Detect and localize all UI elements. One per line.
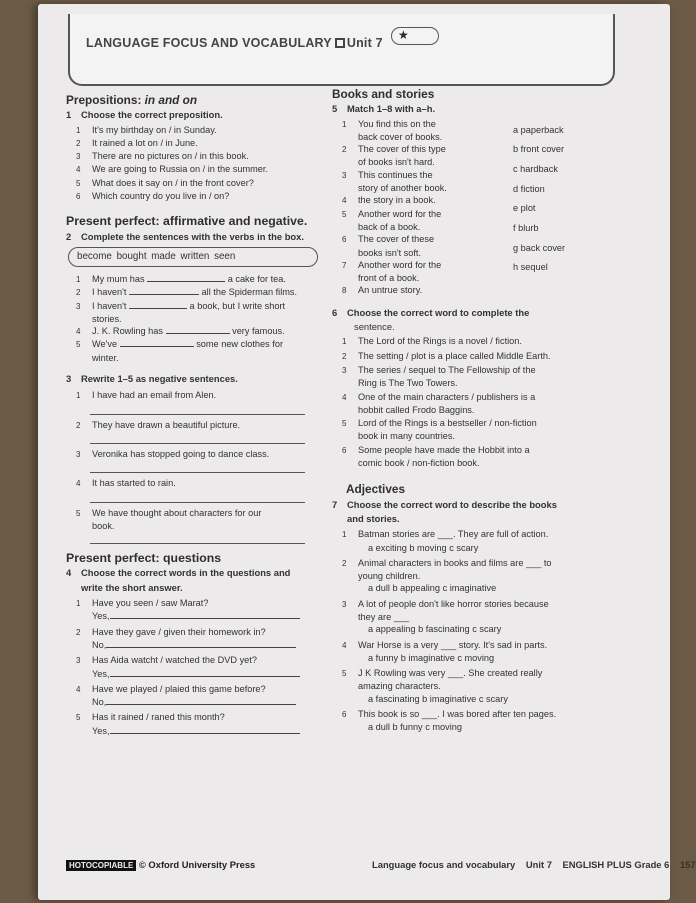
match-item xyxy=(332,118,507,131)
item-number: 5 xyxy=(76,340,81,350)
option-letter: f xyxy=(513,223,519,234)
item-continuation: stories. xyxy=(92,313,122,324)
item-number: 4 xyxy=(76,165,81,175)
match-option xyxy=(513,242,617,254)
star-badge xyxy=(391,27,439,45)
match-item xyxy=(332,169,507,182)
list-item xyxy=(66,273,334,286)
list-item xyxy=(332,708,652,721)
item-number: 6 xyxy=(342,445,347,455)
item-text: We are going to Russia on / in the summer. xyxy=(92,164,269,175)
option-letter: a xyxy=(513,124,521,135)
option-text: sequel xyxy=(520,262,548,273)
item-text: Lord of the Rings is a bestseller / non-fiction xyxy=(358,418,537,429)
option-letter: g xyxy=(513,242,521,253)
item-number: 3 xyxy=(342,365,347,375)
list-item xyxy=(66,325,334,338)
item-number: 3 xyxy=(76,152,81,162)
worksheet-page xyxy=(38,4,696,900)
item-text: It's my birthday on / in Sunday. xyxy=(92,124,217,135)
exercise-3-list xyxy=(66,389,334,544)
list-item xyxy=(332,639,652,652)
item-number: 4 xyxy=(342,640,347,650)
prepositions-heading: Prepositions: in and on xyxy=(66,93,198,107)
item-text: some new clothes for xyxy=(193,339,284,350)
answer-line xyxy=(90,491,305,503)
item-number: 8 xyxy=(342,286,347,296)
item-number: 2 xyxy=(342,351,347,361)
photocopiable-label: HOTOCOPIABLE xyxy=(66,860,136,871)
item-number: 3 xyxy=(76,301,81,311)
item-text: The series / sequel to The Fellowship of the xyxy=(358,364,536,375)
item-number: 5 xyxy=(76,508,81,518)
page-number: 157 xyxy=(679,859,696,870)
item-number: 6 xyxy=(342,235,347,245)
item-continuation: amazing characters. xyxy=(358,681,441,692)
exercise-4-instruction-cont: write the short answer. xyxy=(81,581,183,593)
item-number: 2 xyxy=(76,420,81,430)
answer-prefix: Yes, xyxy=(92,725,110,736)
item-number: 3 xyxy=(76,449,81,459)
exercise-6-list xyxy=(332,335,652,469)
footer-unit: Unit 7 xyxy=(525,859,552,870)
item-text: My mum has xyxy=(92,273,148,284)
list-item xyxy=(332,667,652,680)
option-letter: d xyxy=(513,183,521,194)
item-number: 2 xyxy=(342,558,347,568)
item-number: 5 xyxy=(76,178,81,188)
answer-options: a funny b imaginative c moving xyxy=(368,652,495,663)
item-number: 4 xyxy=(76,327,81,337)
item-continuation: front of a book. xyxy=(358,273,420,284)
item-number: 2 xyxy=(76,627,81,637)
answer-options: a dull b appealing c imaginative xyxy=(368,583,497,594)
exercise-3-instruction: 3 Rewrite 1–5 as negative sentences. xyxy=(66,373,238,385)
answer-blank xyxy=(106,697,296,705)
exercise-7-list xyxy=(332,528,652,733)
footer-right xyxy=(372,859,696,870)
item-text: very famous. xyxy=(229,326,285,337)
item-text: the story in a book. xyxy=(358,195,436,206)
item-number: 1 xyxy=(342,530,347,540)
item-number: 4 xyxy=(76,684,81,694)
page-title xyxy=(86,36,383,50)
match-option xyxy=(513,261,617,273)
item-number: 1 xyxy=(342,119,347,129)
item-text: J. K. Rowling has xyxy=(92,326,166,337)
item-number: 2 xyxy=(76,138,81,148)
item-continuation: comic book / non-fiction book. xyxy=(358,458,480,469)
exercise-5-instruction: 5 Match 1–8 with a–h. xyxy=(332,103,436,115)
answer-prefix: No, xyxy=(92,697,107,708)
item-continuation: story of another book. xyxy=(358,183,447,194)
list-item xyxy=(66,597,334,610)
option-text: back cover xyxy=(520,242,566,253)
item-number: 2 xyxy=(76,288,81,298)
unit-label: Unit 7 xyxy=(346,36,383,50)
answer-prefix: No, xyxy=(92,639,107,650)
item-number: 1 xyxy=(342,337,347,347)
adjectives-heading: Adjectives xyxy=(346,482,406,497)
exercise-6-instruction-cont: sentence. xyxy=(354,321,395,333)
item-text: It rained a lot on / in June. xyxy=(92,137,198,148)
exercise-5-match xyxy=(332,118,652,298)
exercise-2-list xyxy=(66,273,334,364)
answer-options: a fascinating b imaginative c scary xyxy=(368,693,508,704)
match-item xyxy=(332,194,507,207)
footer-course: ENGLISH PLUS Grade 6 xyxy=(562,859,670,870)
option-letter: e xyxy=(513,203,521,214)
question-text: Have they gave / given their homework in? xyxy=(92,626,266,637)
star-icon: ★ xyxy=(398,28,409,42)
option-text: blurb xyxy=(518,223,539,234)
right-column xyxy=(332,82,652,734)
header-frame xyxy=(68,14,615,86)
footer-section: Language focus and vocabulary xyxy=(372,859,516,870)
item-number: 3 xyxy=(342,170,347,180)
answer-blank xyxy=(129,287,199,295)
item-text: War Horse is a very ___ story. It's sad in parts. xyxy=(358,639,548,650)
list-item xyxy=(66,654,334,667)
answer-options: a appealing b fascinating c scary xyxy=(368,624,502,635)
answer-line xyxy=(90,532,305,544)
list-item xyxy=(332,350,652,363)
answer-blank xyxy=(129,301,187,309)
perfect-questions-heading: Present perfect: questions xyxy=(66,551,222,566)
item-text: Some people have made the Hobbit into a xyxy=(358,444,530,455)
answer-line xyxy=(90,403,305,415)
list-item xyxy=(66,448,334,461)
item-text: A lot of people don't like horror stories because xyxy=(358,598,549,609)
item-number: 2 xyxy=(342,145,347,155)
item-text: J K Rowling was very ___. She created really xyxy=(358,668,543,679)
match-option xyxy=(513,124,617,136)
item-number: 5 xyxy=(76,713,81,723)
answer-blank xyxy=(110,611,300,619)
match-item xyxy=(332,143,507,156)
item-number: 4 xyxy=(76,479,81,489)
item-text: I haven't xyxy=(92,287,129,298)
item-continuation: back of a book. xyxy=(358,221,421,232)
item-number: 4 xyxy=(342,392,347,402)
exercise-1-instruction: 1 Choose the correct preposition. xyxy=(66,109,223,121)
list-item xyxy=(332,364,652,377)
list-item xyxy=(332,557,652,570)
list-item xyxy=(332,444,652,457)
exercise-2-instruction: 2 Complete the sentences with the verbs in the box. xyxy=(66,230,304,242)
list-item xyxy=(332,391,652,404)
item-continuation: book in many countries. xyxy=(358,431,456,442)
item-number: 3 xyxy=(342,599,347,609)
perfect-affirmative-heading: Present perfect: affirmative and negative. xyxy=(66,214,308,229)
list-item xyxy=(66,507,334,520)
option-text: paperback xyxy=(520,124,564,135)
item-number: 1 xyxy=(76,274,81,284)
list-item xyxy=(66,286,334,299)
option-letter: c xyxy=(513,163,521,174)
item-text: What does it say on / in the front cover? xyxy=(92,177,254,188)
item-text: Veronika has stopped going to dance class. xyxy=(92,448,270,459)
item-number: 3 xyxy=(76,656,81,666)
item-text: The setting / plot is a place called Middle Earth. xyxy=(358,350,551,361)
item-continuation: of books isn't hard. xyxy=(358,157,435,168)
item-text: The cover of this type xyxy=(358,144,446,155)
question-text: Has it rained / raned this month? xyxy=(92,712,225,723)
match-option xyxy=(513,202,617,214)
list-item xyxy=(66,163,334,176)
list-item xyxy=(66,190,334,203)
answer-blank xyxy=(110,726,300,734)
item-text: I have had an email from Alen. xyxy=(92,390,217,401)
list-item xyxy=(66,389,334,402)
item-continuation: books isn't soft. xyxy=(358,247,422,258)
answer-blank xyxy=(147,274,225,282)
item-text: The Lord of the Rings is a novel / fiction. xyxy=(358,336,522,347)
item-text: The cover of these xyxy=(358,234,435,245)
list-item xyxy=(66,711,334,724)
item-text: One of the main characters / publishers is a xyxy=(358,391,536,402)
item-number: 1 xyxy=(76,391,81,401)
item-continuation: book. xyxy=(92,520,115,531)
answer-line xyxy=(90,432,305,444)
option-text: fiction xyxy=(520,183,545,194)
title-text: LANGUAGE FOCUS AND VOCABULARY xyxy=(86,36,332,50)
exercise-1-list xyxy=(66,124,334,204)
item-number: 6 xyxy=(342,710,347,720)
item-number: 1 xyxy=(76,599,81,609)
item-number: 1 xyxy=(76,125,81,135)
item-text: This continues the xyxy=(358,169,433,180)
list-item xyxy=(66,683,334,696)
short-answer xyxy=(66,668,334,680)
answer-prefix: Yes, xyxy=(92,668,110,679)
footer-left xyxy=(66,859,255,870)
answer-blank xyxy=(110,669,300,677)
list-item xyxy=(332,335,652,348)
question-text: Have you seen / saw Marat? xyxy=(92,598,209,609)
item-continuation: winter. xyxy=(92,352,119,363)
item-text: Another word for the xyxy=(358,208,442,219)
exercise-7-instruction-cont: and stories. xyxy=(347,512,400,524)
match-item xyxy=(332,284,507,297)
option-letter: b xyxy=(513,144,521,155)
item-number: 5 xyxy=(342,419,347,429)
exercise-7-instruction: 7 Choose the correct word to describe the books xyxy=(332,498,557,510)
answer-blank xyxy=(166,326,230,334)
match-right-list xyxy=(507,118,617,298)
exercise-6-instruction: 6 Choose the correct word to complete the xyxy=(332,306,530,318)
item-continuation: Ring is The Two Towers. xyxy=(358,378,458,389)
item-continuation: back cover of books. xyxy=(358,131,443,142)
item-continuation: young children. xyxy=(358,571,421,582)
match-item xyxy=(332,259,507,272)
answer-line xyxy=(90,461,305,473)
question-text: Have we played / plaied this game before? xyxy=(92,683,266,694)
item-number: 5 xyxy=(342,209,347,219)
item-text: a book, but I write short xyxy=(187,300,286,311)
short-answer xyxy=(66,639,334,651)
item-text: a cake for tea. xyxy=(225,273,286,284)
item-text: Animal characters in books and films are ___ to xyxy=(358,557,552,568)
item-text: Which country do you live in / on? xyxy=(92,191,230,202)
list-item xyxy=(66,137,334,150)
list-item xyxy=(66,177,334,190)
item-text: Another word for the xyxy=(358,259,442,270)
list-item xyxy=(332,528,652,541)
item-text: We've xyxy=(92,339,120,350)
item-text: It has started to rain. xyxy=(92,478,176,489)
short-answer xyxy=(66,725,334,737)
left-column xyxy=(66,88,334,737)
match-option xyxy=(513,143,617,155)
item-text: Batman stories are ___. They are full of action. xyxy=(358,529,549,540)
answer-blank xyxy=(106,640,296,648)
list-item xyxy=(66,338,334,351)
verb-word-box: become bought made written seen xyxy=(68,247,318,267)
answer-blank xyxy=(120,339,194,347)
option-text: front cover xyxy=(520,144,565,155)
answer-options: a dull b funny c moving xyxy=(368,722,462,733)
item-text: We have thought about characters for our xyxy=(92,507,262,518)
match-option xyxy=(513,222,617,234)
answer-options: a exciting b moving c scary xyxy=(368,542,479,553)
item-text: They have drawn a beautiful picture. xyxy=(92,419,241,430)
exercise-4-list xyxy=(66,597,334,737)
answer-prefix: Yes, xyxy=(92,611,110,622)
list-item xyxy=(66,419,334,432)
item-text: I haven't xyxy=(92,300,129,311)
square-icon xyxy=(335,38,345,48)
option-text: plot xyxy=(520,203,536,214)
item-text: all the Spiderman films. xyxy=(199,287,298,298)
short-answer xyxy=(66,696,334,708)
list-item xyxy=(66,300,334,313)
list-item xyxy=(66,626,334,639)
list-item xyxy=(332,417,652,430)
list-item xyxy=(66,477,334,490)
match-item xyxy=(332,233,507,246)
match-option xyxy=(513,163,617,175)
match-item xyxy=(332,208,507,221)
item-continuation: they are ___ xyxy=(358,611,410,622)
item-text: This book is so ___. I was bored after ten pages. xyxy=(358,709,557,720)
item-text: An untrue story. xyxy=(358,285,423,296)
list-item xyxy=(66,124,334,137)
short-answer xyxy=(66,610,334,622)
item-number: 5 xyxy=(342,669,347,679)
exercise-4-instruction: 4 Choose the correct words in the questions and xyxy=(66,567,291,579)
item-number: 4 xyxy=(342,196,347,206)
publisher-label: © Oxford University Press xyxy=(138,859,256,870)
item-number: 7 xyxy=(342,260,347,270)
option-letter: h xyxy=(513,262,521,273)
list-item xyxy=(332,598,652,611)
books-heading: Books and stories xyxy=(332,87,435,101)
list-item xyxy=(66,150,334,163)
item-text: There are no pictures on / in this book. xyxy=(92,151,249,162)
item-continuation: hobbit called Frodo Baggins. xyxy=(358,404,475,415)
match-left-list xyxy=(332,118,507,298)
item-text: You find this on the xyxy=(358,118,436,129)
item-number: 6 xyxy=(76,192,81,202)
match-option xyxy=(513,183,617,195)
question-text: Has Aida watcht / watched the DVD yet? xyxy=(92,655,257,666)
option-text: hardback xyxy=(520,163,558,174)
